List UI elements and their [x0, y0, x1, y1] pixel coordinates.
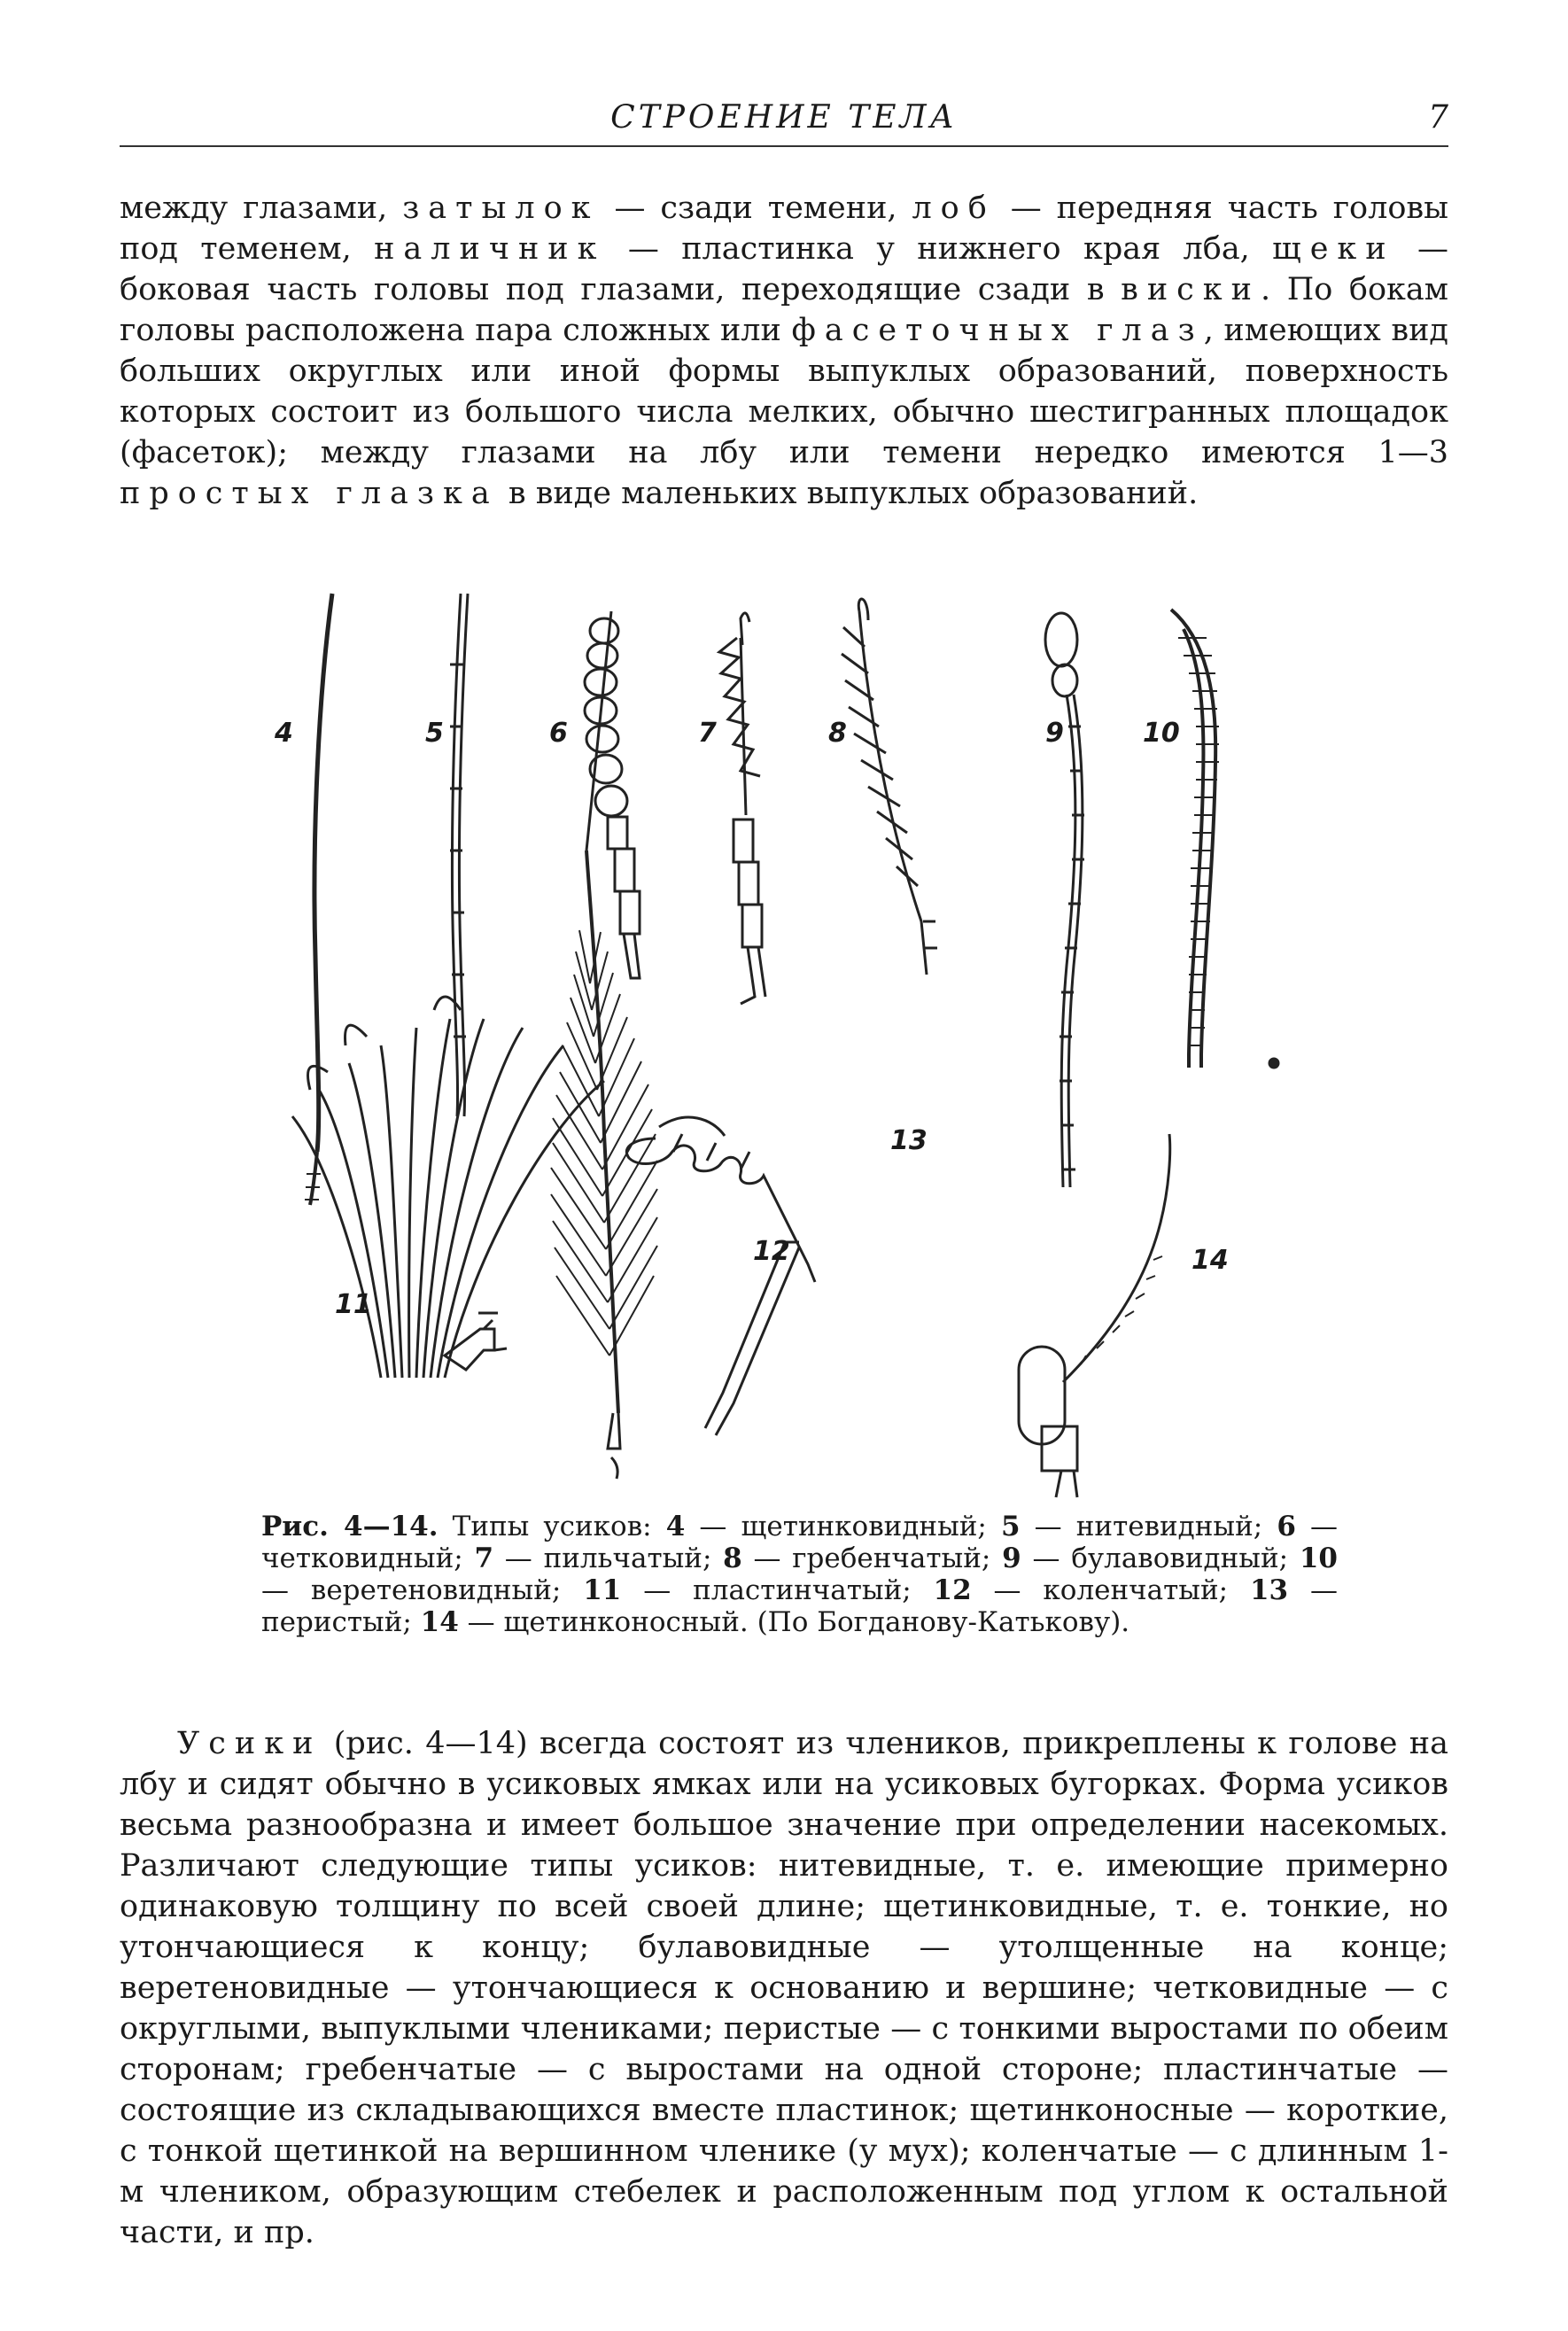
- caption-text: Типы усиков:: [438, 1511, 666, 1542]
- caption-text: — четковидный;: [261, 1511, 1339, 1574]
- caption-text: — нитевидный;: [1020, 1511, 1277, 1542]
- intro-text: , имеющих вид больших округлых или иной формы выпуклых образований, поверхность которых состоит из большого числа мелких, обычно шестигранных площадок (фасеток); между глазами на лбу или темени нередко имеются 1—3: [120, 313, 1448, 470]
- label-10: 10: [1143, 718, 1180, 749]
- antenna-clavate: [1045, 613, 1084, 1187]
- term-tempora: виски: [1121, 272, 1261, 307]
- intro-text: между глазами,: [120, 190, 403, 226]
- term-genae: щеки: [1272, 231, 1395, 267]
- label-12: 12: [753, 1236, 790, 1267]
- caption-figure-ref: Рис. 4—14.: [261, 1511, 439, 1542]
- antenna-setaceous: [305, 594, 332, 1205]
- label-13: 13: [890, 1125, 928, 1156]
- figure-caption: [261, 1511, 1338, 1638]
- page-number: 7: [1428, 99, 1448, 136]
- caption-text: — булавовидный;: [1021, 1542, 1300, 1574]
- label-4: 4: [275, 718, 293, 749]
- caption-num: 6: [1277, 1511, 1296, 1542]
- caption-text: — щетинковидный;: [685, 1511, 1001, 1542]
- antenna-types-figure: [257, 585, 1329, 1506]
- caption-num: 8: [723, 1542, 742, 1574]
- intro-paragraph: [120, 188, 1448, 514]
- antenna-aristate: [1019, 1134, 1170, 1497]
- running-header: [120, 99, 1448, 144]
- antenna-pectinate: [842, 599, 937, 975]
- caption-num: 5: [1000, 1511, 1021, 1542]
- intro-text: — боковая часть головы под глазами, переходящие сзади в: [120, 231, 1448, 307]
- body-paragraph: [120, 1723, 1448, 2253]
- header-rule: [120, 145, 1448, 147]
- caption-text: — коленчатый;: [971, 1574, 1250, 1606]
- antenna-serrate: [719, 613, 765, 1004]
- caption-num: 11: [583, 1574, 622, 1606]
- caption-text: — веретеновидный;: [261, 1574, 584, 1606]
- term-compound-eyes: фасеточных глаз: [791, 313, 1204, 348]
- caption-num: 7: [474, 1542, 494, 1574]
- caption-num: 10: [1299, 1542, 1338, 1574]
- antenna-fusiform: [1171, 610, 1278, 1068]
- term-occiput: затылок: [402, 190, 600, 226]
- label-6: 6: [549, 718, 568, 749]
- intro-text: . По бокам головы расположена пара сложных или: [120, 272, 1448, 348]
- term-clypeus: наличник: [374, 231, 606, 267]
- caption-num: 12: [933, 1574, 972, 1606]
- caption-num: 9: [1002, 1542, 1021, 1574]
- caption-num: 13: [1249, 1574, 1289, 1606]
- antenna-lamellate: [292, 997, 604, 1378]
- caption-num: 14: [420, 1606, 459, 1638]
- antenna-filiform: [450, 594, 468, 1116]
- caption-text: — пластинчатый;: [621, 1574, 934, 1606]
- caption-text: — пильчатый;: [493, 1542, 724, 1574]
- term-ocelli: простых глазка: [120, 476, 499, 511]
- label-7: 7: [698, 718, 717, 749]
- label-5: 5: [425, 718, 444, 749]
- label-8: 8: [828, 718, 847, 749]
- caption-num: 4: [665, 1511, 686, 1542]
- caption-text: — щетинконосный. (По Богданову-Катькову).: [458, 1606, 1130, 1638]
- term-frons: лоб: [912, 190, 996, 226]
- label-9: 9: [1045, 718, 1064, 749]
- running-title: СТРОЕНИЕ ТЕЛА: [610, 99, 958, 136]
- label-11: 11: [335, 1289, 372, 1320]
- caption-text: — гребенчатый;: [741, 1542, 1003, 1574]
- intro-text: — сзади темени,: [599, 190, 912, 226]
- intro-text: — передняя часть головы под теменем,: [120, 190, 1448, 267]
- term-antennae: Усики: [177, 1726, 322, 1761]
- intro-text: в виде маленьких выпуклых образований.: [498, 476, 1199, 511]
- intro-text: — пластинка у нижнего края лба,: [605, 231, 1273, 267]
- body-text: (рис. 4—14) всегда состоят из члеников, прикреплены к голове на лбу и сидят обычно в усиковых ямках или на усиковых бугорках. Форма усиков весьма разнообразна и имеет большое значение при определении насекомых. Различают следующие типы усиков: нитевидные, т. е. имеющие примерно одинаковую толщину по всей своей длине; щетинковидные, т. е. тонкие, но утончающиеся к концу; булавовидные — утолщенные на конце; веретеновидные — утончающиеся к основанию и вершине; четковидные — с округлыми, выпуклыми члениками; перистые — с тонкими выростами по обеим сторонам; гребенчатые — с выростами на одной стороне; пластинчатые — состоящие из складывающихся вместе пластинок; щетинконосные — короткие, с тонкой щетинкой на вершинном членике (у мух); коленчатые — с длинным 1-м члеником, образующим стебелек и расположенным под углом к остальной части, и пр.: [120, 1726, 1448, 2250]
- label-14: 14: [1192, 1245, 1229, 1276]
- caption-text: — перистый;: [261, 1574, 1338, 1638]
